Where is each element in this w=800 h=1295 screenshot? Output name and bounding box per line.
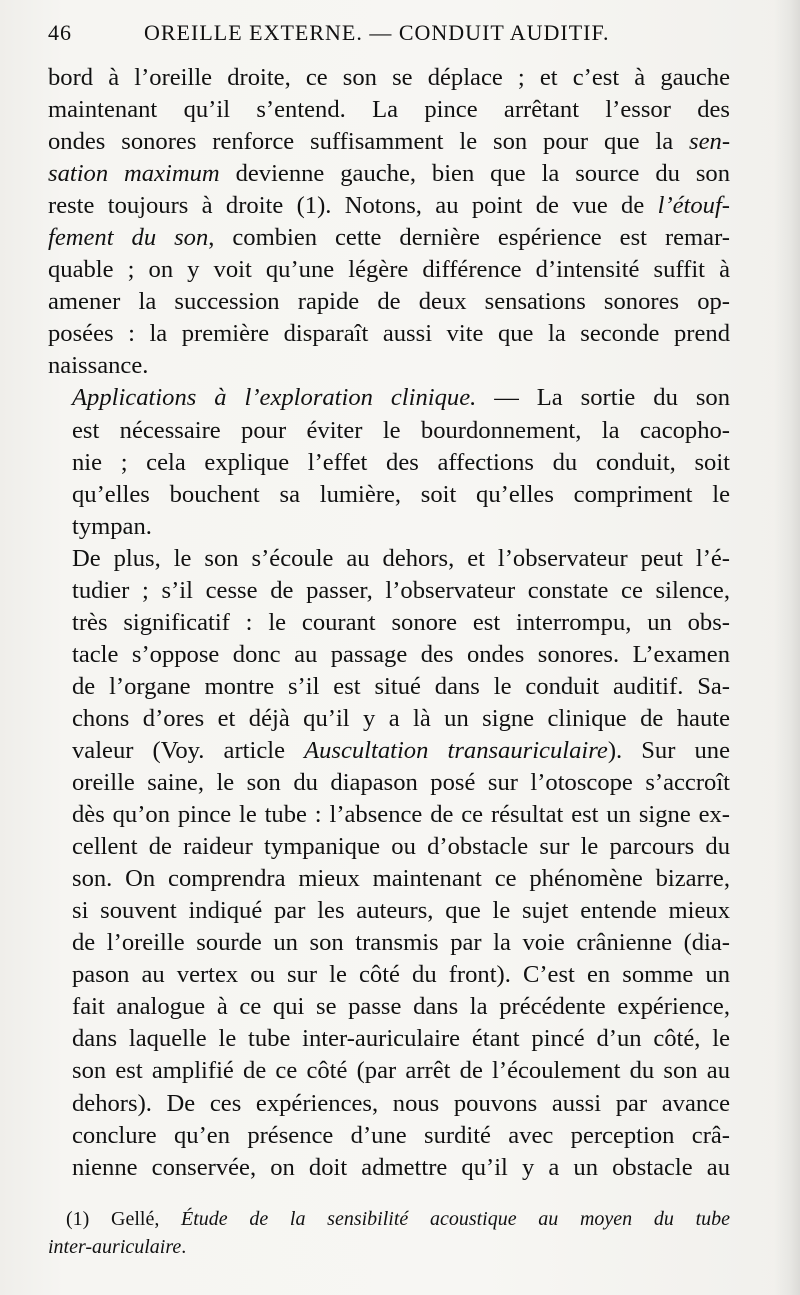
footnote	[48, 1205, 730, 1261]
text-line: nie ; cela explique l’effet des affections du conduit, soit	[72, 448, 730, 476]
text-line: tudier ; s’il cesse de passer, l’observateur constate ce silence,	[72, 576, 730, 604]
text-line: tympan.	[72, 512, 152, 540]
footnote-line	[48, 1233, 730, 1261]
text-line: est nécessaire pour éviter le bourdonnement, la cacopho-	[72, 416, 730, 444]
text-line: dehors). De ces expériences, nous pouvons aussi par avance	[72, 1089, 730, 1117]
page-gutter-shadow	[774, 0, 800, 1295]
text-line	[48, 735, 730, 767]
italic-span: sation maximum	[48, 160, 220, 188]
text-line: de l’organe montre s’il est situé dans le conduit auditif. Sa-	[72, 672, 730, 700]
italic-span: Étude de la sensibilité acoustique au moyen du tube	[181, 1208, 730, 1230]
text-line: son. On comprendra mieux maintenant ce phénomène bizarre,	[72, 865, 730, 893]
text-line: conclure qu’en présence d’une surdité avec perception crâ-	[72, 1121, 730, 1149]
text-line: très significatif : le courant sonore est interrompu, un obs-	[72, 608, 730, 636]
text-line: naissance.	[48, 352, 149, 380]
page-number: 46	[48, 20, 72, 45]
paragraph-3	[48, 543, 730, 1184]
text-line: bord à l’oreille droite, ce son se déplace ; et c’est à gauche	[48, 64, 730, 91]
italic-span: fement du son	[48, 224, 209, 252]
text-span: — La sortie du son	[476, 384, 730, 412]
text-line	[48, 126, 730, 158]
text-line: posées : la première disparaît aussi vite que la seconde prend	[48, 320, 730, 348]
text-span: .	[181, 1236, 187, 1258]
text-line: qu’elles bouchent sa lumière, soit qu’elles compriment le	[72, 480, 730, 508]
text-line: quable ; on y voit qu’une légère différence d’intensité suffit à	[48, 256, 730, 284]
text-line	[48, 382, 730, 414]
body-text	[48, 62, 730, 1184]
text-span: reste toujours à droite (1). Notons, au point de vue de	[48, 192, 645, 220]
text-span: ). Sur une	[607, 736, 730, 764]
text-line: de l’oreille sourde un son transmis par la voie crânienne (dia-	[72, 929, 730, 957]
text-line: son est amplifié de ce côté (par arrêt de l’écoulement du son au	[72, 1057, 730, 1085]
text-line	[48, 190, 730, 222]
paragraph-2	[48, 382, 730, 542]
text-line: si souvent indiqué par les auteurs, que le sujet entende mieux	[72, 897, 730, 925]
footnote-line	[48, 1205, 730, 1233]
text-line: De plus, le son s’écoule au dehors, et l’observateur peut l’é-	[72, 544, 730, 572]
text-line	[48, 222, 730, 254]
text-line: maintenant qu’il s’entend. La pince arrêtant l’essor des	[48, 96, 730, 124]
italic-span: Applications à l’exploration clinique.	[72, 384, 477, 412]
text-line: fait analogue à ce qui se passe dans la précédente expérience,	[72, 993, 730, 1021]
text-line: pason au vertex ou sur le côté du front). C’est en somme un	[72, 961, 730, 989]
text-line: amener la succession rapide de deux sensations sonores op-	[48, 288, 730, 316]
italic-span: l’étouf-	[657, 192, 730, 220]
text-line: dans laquelle le tube inter-auriculaire étant pincé d’un côté, le	[72, 1025, 730, 1053]
text-line: dès qu’on pince le tube : l’absence de ce résultat est un signe ex-	[72, 801, 730, 829]
text-span: devienne gauche, bien que la source du son	[235, 160, 730, 188]
text-line	[48, 158, 730, 190]
running-title: OREILLE EXTERNE. — CONDUIT AUDITIF.	[144, 20, 610, 45]
text-line: oreille saine, le son du diapason posé sur l’otoscope s’accroît	[72, 769, 730, 797]
text-line: nienne conservée, on doit admettre qu’il y a un obstacle au	[72, 1153, 730, 1181]
text-line: chons d’ores et déjà qu’il y a là un signe clinique de haute	[72, 704, 730, 732]
text-line: tacle s’oppose donc au passage des ondes sonores. L’examen	[72, 640, 730, 668]
footnote-marker: (1) Gellé,	[66, 1208, 182, 1230]
italic-span: Auscultation transauriculaire	[304, 736, 608, 764]
italic-span: inter-auriculaire	[48, 1236, 182, 1258]
paragraph-1	[48, 62, 730, 382]
italic-span: sen-	[689, 128, 731, 156]
text-span: valeur (Voy. article	[72, 736, 285, 764]
text-span: ondes sonores renforce suffisamment le son pour que la	[48, 128, 674, 156]
page-header	[48, 14, 748, 48]
text-span: , combien cette dernière espérience est remar-	[208, 224, 730, 252]
text-line: cellent de raideur tympanique ou d’obstacle sur le parcours du	[72, 833, 730, 861]
